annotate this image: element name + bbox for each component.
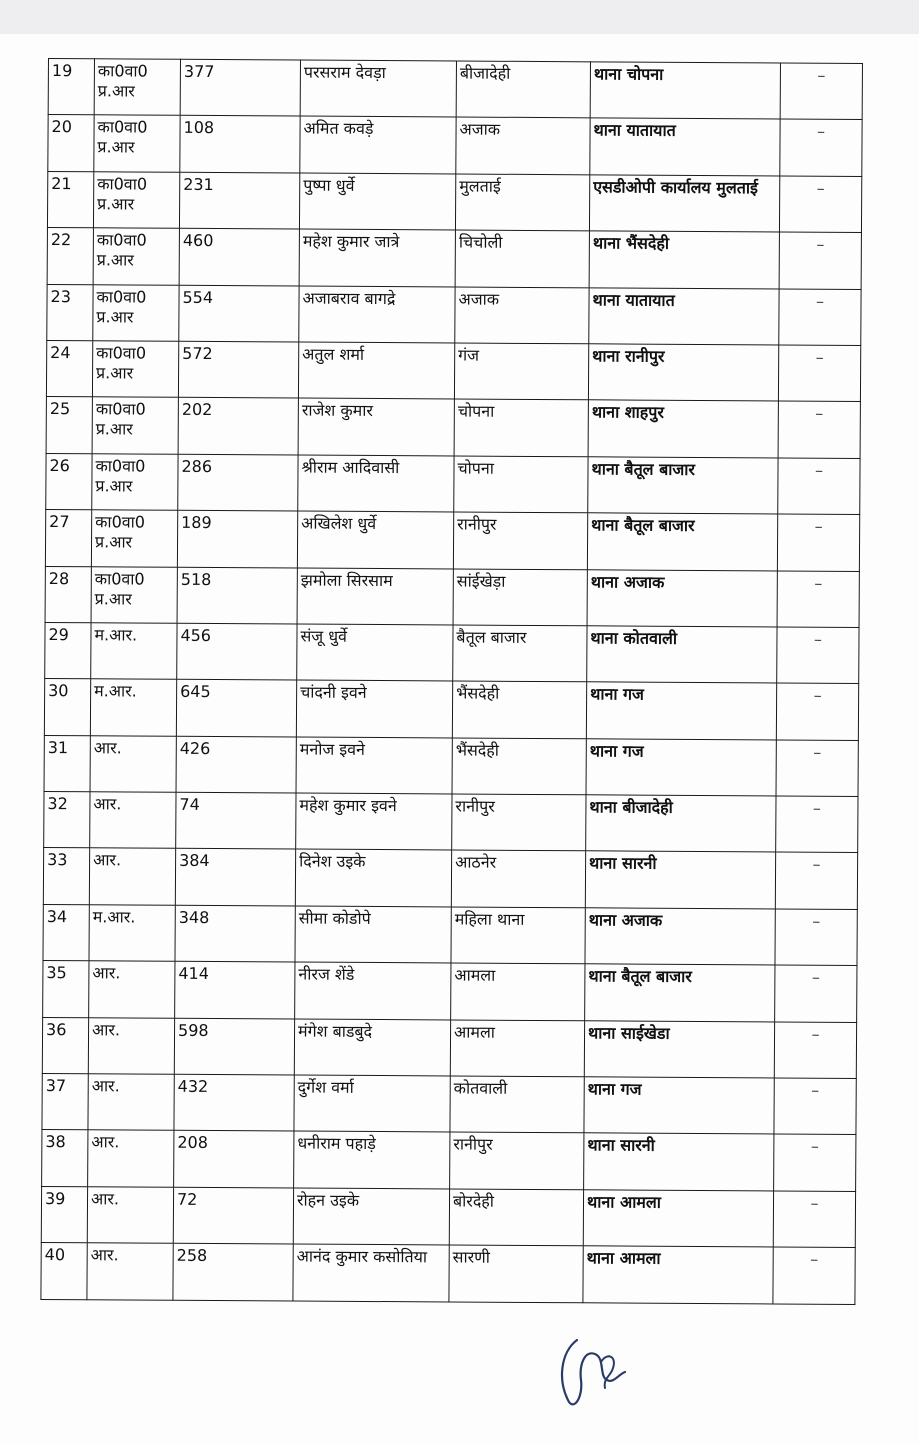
from-posting-cell: भैंसदेही — [452, 738, 586, 795]
table-row — [42, 1130, 856, 1191]
serial-cell: 27 — [45, 510, 91, 567]
remark-cell: – — [774, 1022, 856, 1079]
rank-cell: आर. — [89, 961, 175, 1018]
number-cell: 426 — [176, 736, 296, 793]
from-posting-cell: आमला — [450, 1020, 584, 1077]
serial-cell: 38 — [42, 1130, 88, 1187]
table-row — [47, 171, 861, 232]
rank-cell: आर. — [90, 735, 176, 792]
remark-cell: – — [775, 965, 857, 1022]
table-row — [43, 961, 857, 1022]
name-cell: आनंद कुमार कसोतिया — [293, 1244, 449, 1301]
from-posting-cell: सारणी — [449, 1245, 583, 1302]
name-cell: महेश कुमार इवने — [296, 793, 452, 850]
number-cell: 414 — [175, 962, 295, 1019]
rank-cell: का0वा0 प्र.आर — [94, 59, 180, 116]
to-posting-cell: थाना आमला — [583, 1190, 773, 1248]
remark-cell: – — [776, 740, 858, 797]
serial-cell: 40 — [41, 1243, 87, 1300]
remark-cell: – — [774, 1134, 856, 1191]
number-cell: 456 — [177, 623, 297, 680]
rank-cell: का0वा0 प्र.आर — [93, 228, 179, 285]
to-posting-cell: थाना अजाक — [587, 569, 777, 627]
to-posting-cell: थाना गज — [584, 1077, 774, 1135]
name-cell: मंगेश बाडबुदे — [294, 1019, 450, 1076]
remark-cell: – — [778, 458, 860, 515]
from-posting-cell: रानीपुर — [453, 512, 587, 569]
table-row — [44, 792, 858, 853]
table-row — [45, 566, 859, 627]
transfer-list-body — [41, 59, 863, 1305]
number-cell: 189 — [177, 510, 297, 567]
number-cell: 377 — [180, 59, 300, 116]
from-posting-cell: रानीपुर — [450, 1132, 584, 1189]
number-cell: 384 — [175, 849, 295, 906]
to-posting-cell: थाना गज — [586, 682, 776, 740]
number-cell: 286 — [178, 454, 298, 511]
table-row — [45, 510, 859, 571]
to-posting-cell: एसडीओपी कार्यालय मुलताई — [589, 175, 779, 233]
name-cell: सीमा कोडोपे — [295, 906, 451, 963]
name-cell: अमित कवड़े — [300, 116, 456, 173]
table-row — [48, 115, 862, 176]
from-posting-cell: बैतूल बाजार — [453, 625, 587, 682]
serial-cell: 39 — [41, 1186, 87, 1243]
remark-cell: – — [778, 345, 860, 402]
from-posting-cell: चोपना — [454, 456, 588, 513]
serial-cell: 30 — [44, 679, 90, 736]
serial-cell: 28 — [45, 566, 91, 623]
rank-cell: का0वा0 प्र.आर — [92, 341, 178, 398]
name-cell: रोहन उइके — [293, 1188, 449, 1245]
remark-cell: – — [778, 401, 860, 458]
from-posting-cell: भैंसदेही — [452, 681, 586, 738]
from-posting-cell: कोतवाली — [450, 1076, 584, 1133]
number-cell: 598 — [174, 1018, 294, 1075]
serial-cell: 37 — [42, 1074, 88, 1131]
serial-cell: 22 — [47, 228, 93, 285]
serial-cell: 21 — [47, 171, 93, 228]
table-row — [44, 735, 858, 796]
name-cell: अतुल शर्मा — [298, 342, 454, 399]
serial-cell: 31 — [44, 735, 90, 792]
number-cell: 645 — [176, 680, 296, 737]
table-row — [43, 848, 857, 909]
to-posting-cell: थाना साईखेडा — [584, 1020, 774, 1078]
rank-cell: का0वा0 प्र.आर — [91, 566, 177, 623]
name-cell: महेश कुमार जात्रे — [299, 229, 455, 286]
rank-cell: आर. — [87, 1243, 173, 1300]
serial-cell: 34 — [43, 904, 89, 961]
rank-cell: आर. — [89, 848, 175, 905]
rank-cell: का0वा0 प्र.आर — [91, 510, 177, 567]
number-cell: 518 — [177, 567, 297, 624]
remark-cell: – — [776, 683, 858, 740]
remark-cell: – — [780, 119, 862, 176]
rank-cell: म.आर. — [90, 679, 176, 736]
rank-cell: का0वा0 प्र.आर — [93, 284, 179, 341]
from-posting-cell: चोपना — [454, 399, 588, 456]
to-posting-cell: थाना यातायात — [589, 287, 779, 345]
name-cell: राजेश कुमार — [298, 398, 454, 455]
name-cell: चांदनी इवने — [296, 680, 452, 737]
table-row — [44, 679, 858, 740]
rank-cell: आर. — [88, 1130, 174, 1187]
from-posting-cell: चिचोली — [455, 230, 589, 287]
number-cell: 258 — [173, 1243, 293, 1300]
rank-cell: का0वा0 प्र.आर — [93, 172, 179, 229]
remark-cell: – — [774, 1078, 856, 1135]
name-cell: नीरज शेंडे — [295, 962, 451, 1019]
serial-cell: 36 — [42, 1017, 88, 1074]
to-posting-cell: थाना सारनी — [584, 1133, 774, 1191]
table-row — [45, 622, 859, 683]
to-posting-cell: थाना अजाक — [585, 908, 775, 966]
remark-cell: – — [777, 627, 859, 684]
from-posting-cell: रानीपुर — [452, 794, 586, 851]
remark-cell: – — [777, 514, 859, 571]
to-posting-cell: थाना बैतूल बाजार — [587, 513, 777, 571]
table-row — [42, 1074, 856, 1135]
from-posting-cell: अजाक — [455, 287, 589, 344]
remark-cell: – — [776, 796, 858, 853]
name-cell: संजू धुर्वे — [297, 624, 453, 681]
table-row — [41, 1186, 855, 1247]
number-cell: 108 — [180, 116, 300, 173]
to-posting-cell: थाना शाहपुर — [588, 400, 778, 458]
name-cell: अजाबराव बागद्रे — [299, 286, 455, 343]
name-cell: परसराम देवड़ा — [300, 60, 456, 117]
signature-mark — [555, 1330, 635, 1410]
number-cell: 202 — [178, 398, 298, 455]
rank-cell: म.आर. — [91, 623, 177, 680]
table-row — [42, 1017, 856, 1078]
from-posting-cell: अजाक — [456, 117, 590, 174]
table-row — [41, 1243, 855, 1304]
viewer-top-bar — [0, 0, 919, 34]
name-cell: झमोला सिरसाम — [297, 568, 453, 625]
number-cell: 231 — [179, 172, 299, 229]
table-row — [47, 284, 861, 345]
number-cell: 74 — [176, 792, 296, 849]
rank-cell: आर. — [87, 1187, 173, 1244]
rank-cell: आर. — [88, 1074, 174, 1131]
from-posting-cell: महिला थाना — [451, 907, 585, 964]
to-posting-cell: थाना बीजादेही — [586, 795, 776, 853]
from-posting-cell: बोरदेही — [449, 1189, 583, 1246]
rank-cell: म.आर. — [89, 905, 175, 962]
serial-cell: 25 — [46, 397, 92, 454]
table-row — [46, 453, 860, 514]
serial-cell: 33 — [43, 848, 89, 905]
rank-cell: का0वा0 प्र.आर — [92, 454, 178, 511]
name-cell: दुर्गेश वर्मा — [294, 1075, 450, 1132]
to-posting-cell: थाना सारनी — [585, 851, 775, 909]
remark-cell: – — [780, 63, 862, 120]
remark-cell: – — [777, 570, 859, 627]
number-cell: 348 — [175, 905, 295, 962]
serial-cell: 29 — [45, 622, 91, 679]
name-cell: मनोज इवने — [296, 737, 452, 794]
from-posting-cell: सांईखेड़ा — [453, 569, 587, 626]
remark-cell: – — [773, 1191, 855, 1248]
table-row — [47, 228, 861, 289]
number-cell: 432 — [174, 1074, 294, 1131]
to-posting-cell: थाना आमला — [583, 1246, 773, 1304]
to-posting-cell: थाना रानीपुर — [588, 344, 778, 402]
remark-cell: – — [775, 852, 857, 909]
number-cell: 554 — [179, 285, 299, 342]
to-posting-cell: थाना बैतूल बाजार — [588, 457, 778, 515]
table-row — [46, 340, 860, 401]
to-posting-cell: थाना यातायात — [590, 118, 780, 176]
table-row — [48, 59, 862, 120]
serial-cell: 24 — [46, 340, 92, 397]
transfer-list-table — [40, 58, 863, 1305]
from-posting-cell: आठनेर — [451, 850, 585, 907]
name-cell: दिनेश उइके — [295, 849, 451, 906]
serial-cell: 35 — [43, 961, 89, 1018]
to-posting-cell: थाना गज — [586, 738, 776, 796]
remark-cell: – — [773, 1247, 855, 1304]
rank-cell: का0वा0 प्र.आर — [92, 397, 178, 454]
from-posting-cell: गंज — [454, 343, 588, 400]
remark-cell: – — [775, 909, 857, 966]
to-posting-cell: थाना कोतवाली — [587, 626, 777, 684]
rank-cell: का0वा0 प्र.आर — [94, 115, 180, 172]
to-posting-cell: थाना भैंसदेही — [589, 231, 779, 289]
table-row — [46, 397, 860, 458]
name-cell: धनीराम पहाड़े — [294, 1131, 450, 1188]
remark-cell: – — [779, 176, 861, 233]
name-cell: पुष्पा धुर्वे — [299, 173, 455, 230]
name-cell: श्रीराम आदिवासी — [298, 455, 454, 512]
name-cell: अखिलेश धुर्वे — [297, 511, 453, 568]
to-posting-cell: थाना चोपना — [590, 62, 780, 120]
serial-cell: 19 — [48, 59, 94, 116]
rank-cell: आर. — [88, 1017, 174, 1074]
to-posting-cell: थाना बैतूल बाजार — [585, 964, 775, 1022]
serial-cell: 20 — [48, 115, 94, 172]
remark-cell: – — [779, 289, 861, 346]
table-row — [43, 904, 857, 965]
serial-cell: 26 — [46, 453, 92, 510]
from-posting-cell: आमला — [451, 963, 585, 1020]
number-cell: 460 — [179, 228, 299, 285]
remark-cell: – — [779, 232, 861, 289]
number-cell: 72 — [173, 1187, 293, 1244]
number-cell: 208 — [174, 1131, 294, 1188]
rank-cell: आर. — [90, 792, 176, 849]
serial-cell: 23 — [47, 284, 93, 341]
from-posting-cell: बीजादेही — [456, 61, 590, 118]
from-posting-cell: मुलताई — [455, 174, 589, 231]
number-cell: 572 — [178, 341, 298, 398]
serial-cell: 32 — [44, 792, 90, 849]
